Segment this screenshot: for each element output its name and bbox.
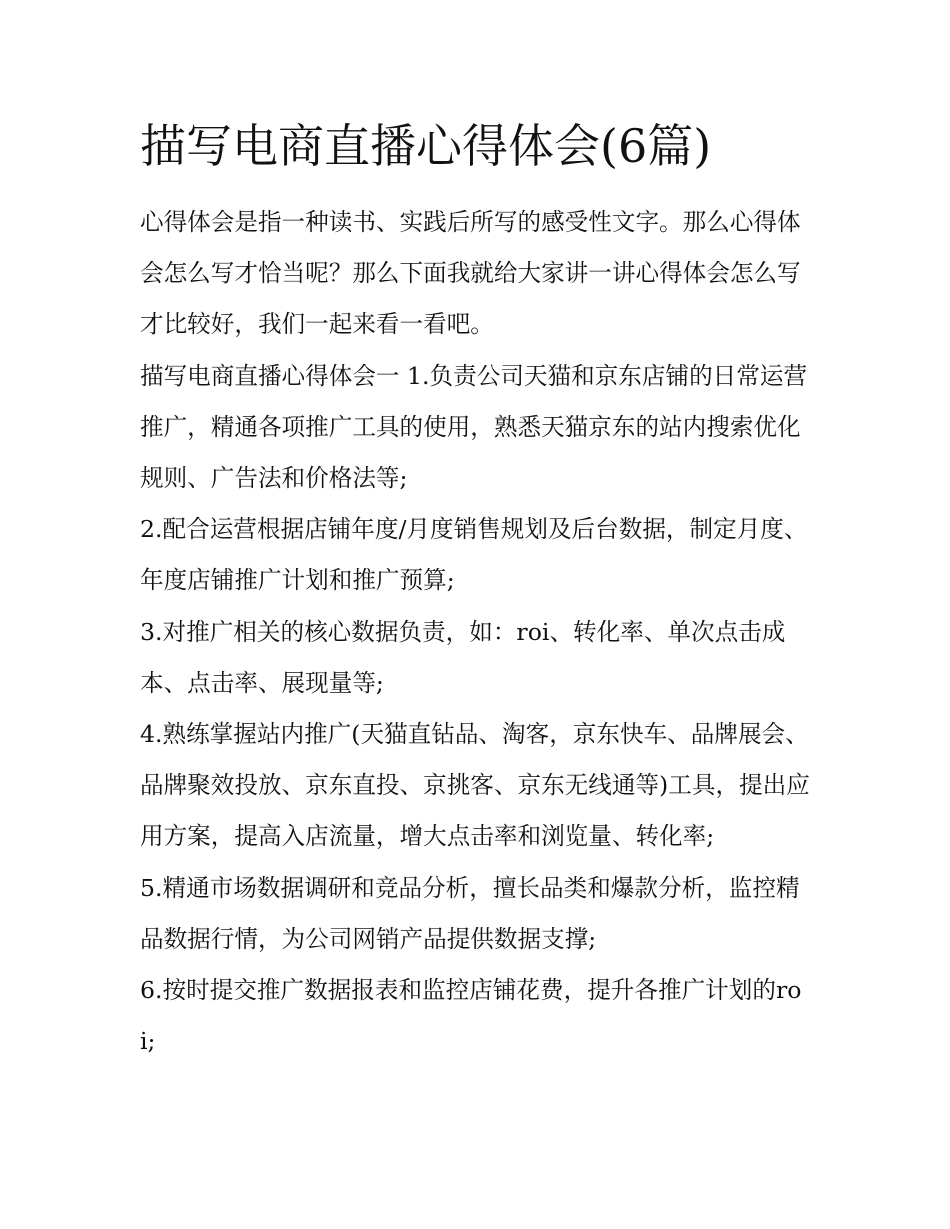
section-one-item-3: 3.对推广相关的核心数据负责，如：roi、转化率、单次点击成本、点击率、展现量等; [140,617,786,697]
section-one-item-1: 描写电商直播心得体会一 1.负责公司天猫和京东店铺的日常运营推广，精通各项推广工具的使用，熟悉天猫京东的站内搜索优化规则、广告法和价格法等; [140,361,808,493]
document-title: 描写电商直播心得体会(6篇) [140,119,712,173]
section-one-item-2: 2.配合运营根据店铺年度/月度销售规划及后台数据，制定月度、年度店铺推广计划和推广预算; [140,515,808,595]
section-one-item-4: 4.熟练掌握站内推广(天猫直钻品、淘客，京东快车、品牌展会、品牌聚效投放、京东直投、京挑客、京东无线通等)工具，提出应用方案，提高入店流量，增大点击率和浏览量、转化率; [140,720,810,851]
document-body [140,197,815,1067]
section-one-item-6: 6.按时提交推广数据报表和监控店铺花费，提升各推广计划的roi; [140,976,802,1056]
intro-paragraph: 心得体会是指一种读书、实践后所写的感受性文字。那么心得体会怎么写才恰当呢？那么下面我就给大家讲一讲心得体会怎么写才比较好，我们一起来看一看吧。 [140,208,801,339]
section-one-item-5: 5.精通市场数据调研和竞品分析，擅长品类和爆款分析，监控精品数据行情，为公司网销产品提供数据支撑; [140,873,800,953]
